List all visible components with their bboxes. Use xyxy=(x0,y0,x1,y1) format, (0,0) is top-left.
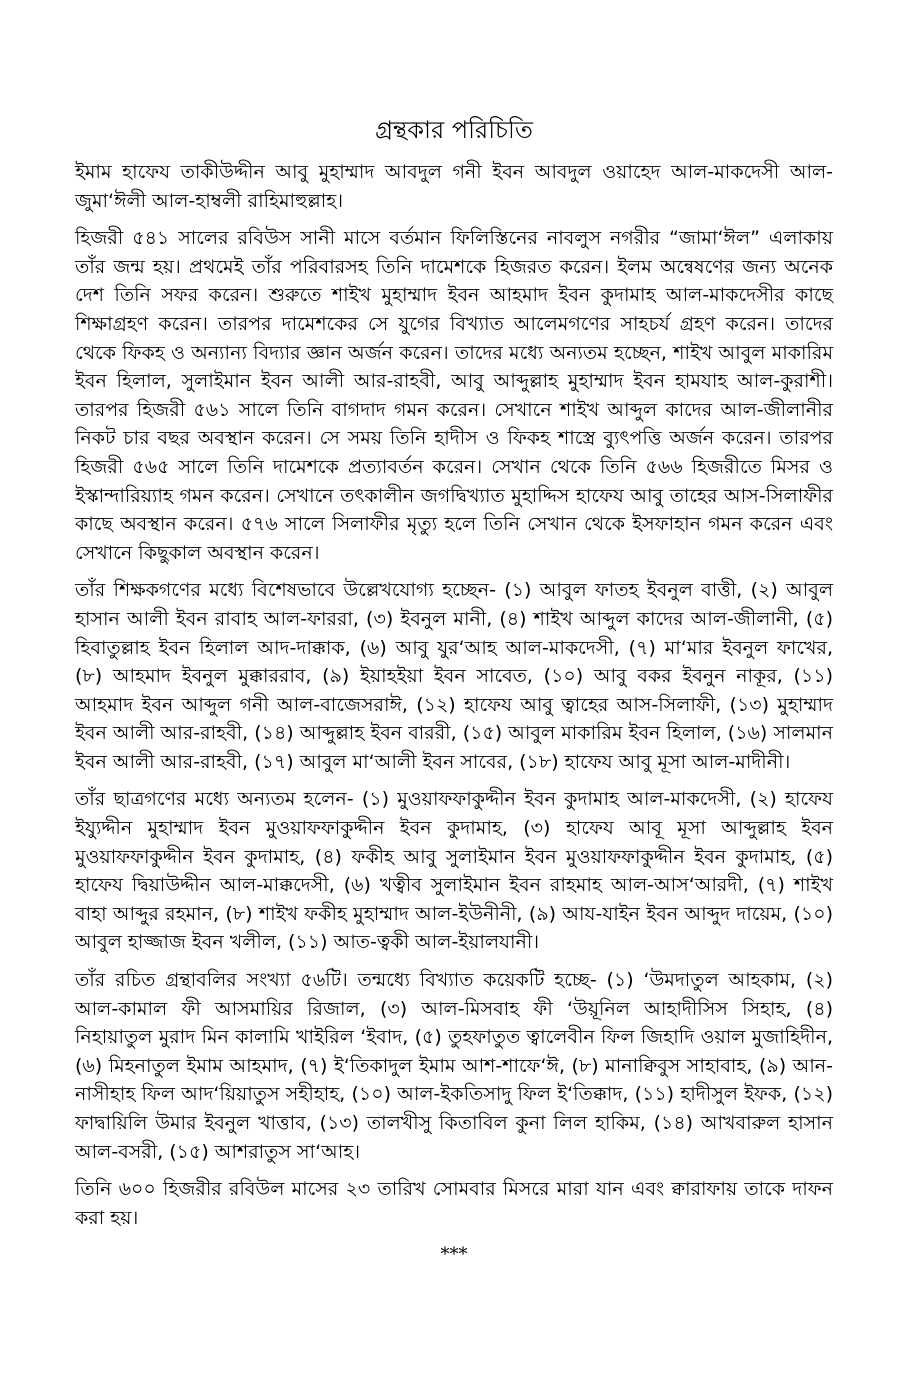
page-title: গ্রন্থকার পরিচিতি xyxy=(375,116,533,144)
students-paragraph: তাঁর ছাত্রগণের মধ্যে অন্যতম হলেন- (১) মুওয়াফফাকুদ্দীন ইবন কুদামাহ আল-মাকদেসী, (২) হাফেয ইয্যুদ্দীন মুহাম্মাদ ইবন মুওয়াফফাকুদ্দীন ইবন কুদামাহ, (৩) হাফেয আবূ মূসা আব্দুল্লাহ ইবন মুওয়াফফাকুদ্দীন ইবন কুদামাহ, (৪) ফকীহ আবু সুলাইমান ইবন মুওয়াফফাকুদ্দীন ইবন কুদামাহ, (৫) হাফেয দ্বিয়াউদ্দীন আল-মাক্কদেসী, (৬) খত্বীব সুলাইমান ইবন রাহমাহ আল-আস‘আরদী, (৭) শাইখ বাহা আব্দুর রহমান, (৮) শাইখ ফকীহ মুহাম্মাদ আল-ইউনীনী, (৯) আয-যাইন ইবন আব্দুদ দায়েম, (১০) আবুল হাজ্জাজ ইবন খলীল, (১১) আত-ত্বকী আল-ইয়ালযানী। xyxy=(75,788,833,954)
teachers-paragraph: তাঁর শিক্ষকগণের মধ্যে বিশেষভাবে উল্লেখযোগ্য হচ্ছেন- (১) আবুল ফাতহ ইবনুল বাত্তী, (২) আবুল হাসান আলী ইবন রাবাহ আল-ফাররা, (৩) ইবনুল মানী, (৪) শাইখ আব্দুল কাদের আল-জীলানী, (৫) হিবাতুল্লাহ ইবন হিলাল আদ-দাক্কাক, (৬) আবু যুর‘আহ আল-মাকদেসী, (৭) মা‘মার ইবনুল ফাখের, (৮) আহমাদ ইবনুল মুক্কাররাব, (৯) ইয়াহইয়া ইবন সাবেত, (১০) আবু বকর ইবনুন নাকূর, (১১) আহমাদ ইবন আব্দুল গনী আল-বাজেসরাঈ, (১২) হাফেয আবু ত্বাহের আস-সিলাফী, (১৩) মুহাম্মাদ ইবন আলী আর-রাহবী, (১৪) আব্দুল্লাহ ইবন বাররী, (১৫) আবুল মাকারিম ইবন হিলাল, (১৬) সালমান ইবন আলী আর-রাহবী, (১৭) আবুল মা‘আলী ইবন সাবের, (১৮) হাফেয আবু মূসা আল-মাদীনী। xyxy=(75,579,833,773)
biography-paragraph: হিজরী ৫৪১ সালের রবিউস সানী মাসে বর্তমান ফিলিস্তিনের নাবলুস নগরীর “জামা‘ঈল” এলাকায় তাঁর জন্ম হয়। প্রথমেই তাঁর পরিবারসহ তিনি দামেশকে হিজরত করেন। ইলম অন্বেষণের জন্য অনেক দেশ তিনি সফর করেন। শুরুতে শাইখ মুহাম্মাদ ইবন আহমাদ ইবন কুদামাহ আল-মাকদেসীর কাছে শিক্ষাগ্রহণ করেন। তারপর দামেশকের সে যুগের বিখ্যাত আলেমগণের সাহচর্য গ্রহণ করেন। তাদের থেকে ফিকহ ও অন্যান্য বিদ্যার জ্ঞান অর্জন করেন। তাদের মধ্যে অন্যতম হচ্ছেন, শাইখ আবুল মাকারিম ইবন হিলাল, সুলাইমান ইবন আলী আর-রাহবী, আবু আব্দুল্লাহ মুহাম্মাদ ইবন হামযাহ আল-কুরাশী। তারপর হিজরী ৫৬১ সালে তিনি বাগদাদ গমন করেন। সেখানে শাইখ আব্দুল কাদের আল-জীলানীর নিকট চার বছর অবস্থান করেন। সে সময় তিনি হাদীস ও ফিকহ শাস্ত্রে ব্যুৎপত্তি অর্জন করেন। তারপর হিজরী ৫৬৫ সালে তিনি দামেশকে প্রত্যাবর্তন করেন। সেখান থেকে তিনি ৫৬৬ হিজরীতে মিসর ও ইস্কান্দারিয়্যাহ গমন করেন। সেখানে তৎকালীন জগদ্বিখ্যাত মুহাদ্দিস হাফেয আবু তাহের আস-সিলাফীর কাছে অবস্থান করেন। ৫৭৬ সালে সিলাফীর মৃত্যু হলে তিনি সেখান থেকে ইসফাহান গমন করেন এবং সেখানে কিছুকাল অবস্থান করেন। xyxy=(75,227,833,564)
death-paragraph: তিনি ৬০০ হিজরীর রবিউল মাসের ২৩ তারিখ সোমবার মিসরে মারা যান এবং ক্বারাফায় তাকে দাফন করা হয়। xyxy=(75,1178,833,1229)
document-page xyxy=(75,112,833,1269)
end-mark: *** xyxy=(440,1244,468,1266)
author-name-paragraph: ইমাম হাফেয তাকীউদ্দীন আবু মুহাম্মাদ আবদুল গনী ইবন আবদুল ওয়াহেদ আল-মাকদেসী আল-জুমা‘ঈলী আল-হাম্বলী রাহিমাহুল্লাহ। xyxy=(75,161,833,212)
works-paragraph: তাঁর রচিত গ্রন্থাবলির সংখ্যা ৫৬টি। তন্মধ্যে বিখ্যাত কয়েকটি হচ্ছে- (১) ‘উমদাতুল আহকাম, (২) আল-কামাল ফী আসমায়ির রিজাল, (৩) আল-মিসবাহ ফী ‘উয়ূনিল আহাদীসিস সিহাহ, (৪) নিহায়াতুল মুরাদ মিন কালামি খাইরিল ‘ইবাদ, (৫) তুহফাতুত ত্বালেবীন ফিল জিহাদি ওয়াল মুজাহিদীন, (৬) মিহনাতুল ইমাম আহমাদ, (৭) ই‘তিকাদুল ইমাম আশ-শাফে‘ঈ, (৮) মানাক্বিবুস সাহাবাহ, (৯) আন-নাসীহাহ ফিল আদ‘য়িয়াতুস সহীহাহ, (১০) আল-ইকতিসাদু ফিল ই‘তিক্কাদ, (১১) হাদীসুল ইফক, (১২) ফাদ্বায়িলি উমার ইবনুল খাত্তাব, (১৩) তালখীসু কিতাবিল কুনা লিল হাকিম, (১৪) আখবারুল হাসান আল-বসরী, (১৫) আশরাতুস সা‘আহ। xyxy=(75,969,833,1163)
